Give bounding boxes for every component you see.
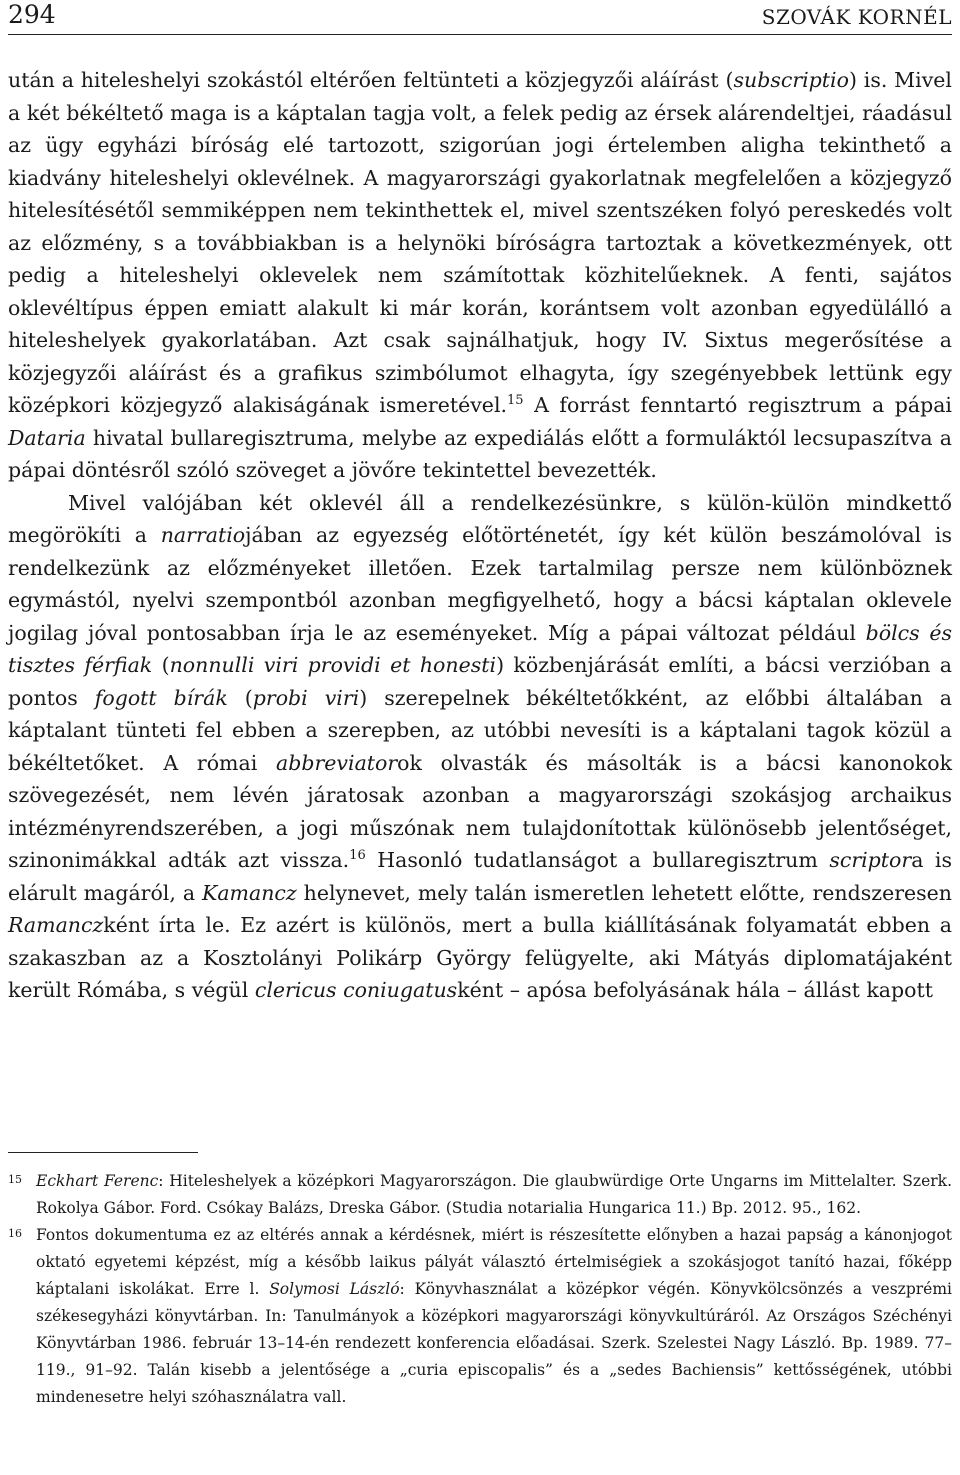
- paragraph: [8, 64, 952, 487]
- text-run: ) szerepelnek békéltetőkként, az előbbi általában a káptalant tünteti fel ebben a szerepben, az utóbbi nevesíti is a káptalani tagok közül a békéltetőket. A római: [8, 685, 952, 775]
- italic-text: clericus coniugatus: [254, 978, 458, 1002]
- italic-text: nonnulli viri providi et honesti: [169, 653, 497, 677]
- italic-text: Dataria: [8, 425, 86, 450]
- italic-text: scriptor: [829, 848, 912, 872]
- text-run: helynevet, mely talán ismeretlen lehetett előtte, rendszeresen: [296, 880, 952, 905]
- footnote: [8, 1222, 952, 1411]
- footnote: [8, 1168, 952, 1222]
- italic-text: Ramancz: [8, 913, 104, 937]
- footnote-number: 16: [8, 1227, 22, 1240]
- italic-text: Solymosi László: [269, 1280, 400, 1298]
- italic-text: Eckhart Ferenc: [36, 1172, 159, 1190]
- italic-text: narratio: [160, 523, 246, 547]
- footnote-separator: [8, 1152, 198, 1153]
- italic-text: probi viri: [252, 685, 360, 710]
- text-run: jában az egyezség előtörténetét, így két külön beszámolóval is rendelkezünk az előzményeket illetően. Ezek tartalmilag persze nem különböznek egymástól, nyelvi szempontból azonban megfigyelhető, hogy a bácsi káptalan oklevele jogilag jóval pontosabban írja le az eseményeket. Míg a pápai változat például: [8, 523, 952, 645]
- main-text: [8, 64, 952, 1007]
- text-run: ok olvasták és másolták is a bácsi kanonokok szövegezését, nem lévén járatosak azonban a magyarországi szokásjog archaikus intézményrendszerében, a jogi műszónak nem tulajdonítottak különösebb jelentőséget, szinonimákkal adták azt vissza.: [8, 750, 952, 872]
- text-run: ként – apósa befolyásának hála – állást kapott: [457, 978, 933, 1002]
- footnote-number: 15: [8, 1173, 22, 1186]
- paragraph: [8, 487, 952, 1007]
- page-number: 294: [8, 0, 56, 29]
- text-run: A forrást fenntartó regisztrum a pápai: [523, 393, 952, 417]
- text-run: Mivel valójában két oklevél áll a rendelkezésünkre, s külön-külön mindkettő megörökíti a: [8, 490, 952, 547]
- footnotes: [8, 1168, 952, 1411]
- running-header: [8, 0, 952, 35]
- text-run: : Hiteleshelyek a középkori Magyarországon. Die glaubwürdige Orte Ungarns im Mittelalter. Szerk. Rokolya Gábor. Ford. Csókay Balázs, Dreska Gábor. (Studia notarialia Hungarica 11.) Bp. 2012. 95., 162.: [36, 1172, 952, 1217]
- italic-text: subscriptio: [733, 68, 849, 92]
- footnote-ref: 16: [349, 848, 366, 863]
- italic-text: bölcs és tisztes férfiak: [8, 620, 952, 677]
- footnote-ref: 15: [507, 393, 524, 408]
- footnote-text: [36, 1172, 952, 1217]
- text-run: hivatal bullaregisztruma, melybe az expediálás előtt a formuláktól lecsupaszítva a pápai döntésről szóló szöveget a jövőre tekintettel bevezették.: [8, 425, 952, 482]
- text-run: : Könyvhasználat a középkor végén. Könyvkölcsönzés a veszprémi székesegyházi könyvtárban. In: Tanulmányok a középkori magyarországi könyvkultúráról. Az Országos Széchényi Könyvtárban 1986. február 13–14-én rendezett konferencia előadásai. Szerk. Szelestei Nagy László. Bp. 1989. 77–119., 91–92. Talán kisebb a jelentősége a „curia episcopalis” és a „sedes Bachiensis” kettősségének, utóbbi mindenesetre helyi szóhasználatra vall.: [36, 1280, 953, 1406]
- running-head-author: SZOVÁK KORNÉL: [761, 5, 952, 29]
- text-run: ) közbenjárását említi, a bácsi verzióban a pontos: [8, 653, 953, 710]
- text-run: Fontos dokumentuma ez az eltérés annak a kérdésnek, miért is részesítette előnyben a hazai papság a kánonjogot oktató egyetemi képzést, míg a később laikus pályát választó értelmiségiek a szokásjogot tanító hazai, főképp káptalani iskolákat. Erre l.: [36, 1226, 952, 1298]
- footnote-text: [36, 1226, 952, 1406]
- text-run: (: [227, 685, 253, 710]
- text-run: Hasonló tudatlanságot a bullaregisztrum: [365, 848, 830, 872]
- text-run: (: [152, 653, 170, 677]
- italic-text: abbreviator: [276, 750, 398, 775]
- italic-text: fogott bírák: [94, 685, 228, 710]
- text-run: ként írta le. Ez azért is különös, mert a bulla kiállításának folyamatát ebben a szakaszban az a Kosztolányi Polikárp György felügyelte, aki Mátyás diplomatájaként került Rómába, s végül: [8, 913, 952, 1002]
- text-run: a is elárult magáról, a: [8, 848, 952, 905]
- text-run: ) is. Mivel a két békéltető maga is a káptalan tagja volt, a felek pedig az érsek alárendeltjei, ráadásul az ügy egyházi bíróság elé tartozott, szigorúan jogi értelemben aligha tekinthető a kiadvány hiteleshelyi oklevélnek. A magyarországi gyakorlatnak megfelelően a közjegyző hitelesítésétől semmiképpen nem tekinthettek el, mivel szentszéken folyó pereskedés volt az előzmény, s a továbbiakban is a helynöki bíróságra tartoztak a következmények, ott pedig a hiteleshelyi oklevelek nem számítottak közhitelűeknek. A fenti, sajátos oklevéltípus éppen emiatt alakult ki már korán, korántsem volt azonban egyedülálló a hiteleshelyek gyakorlatában. Azt csak sajnálhatjuk, hogy IV. Sixtus megerősítése a közjegyzői aláírást és a grafikus szimbólumot elhagyta, így szegényebbek lettünk egy középkori közjegyző alakiságának ismeretével.: [8, 68, 952, 417]
- italic-text: Kamancz: [202, 880, 297, 905]
- text-run: után a hiteleshelyi szokástól eltérően feltünteti a közjegyzői aláírást (: [8, 68, 734, 92]
